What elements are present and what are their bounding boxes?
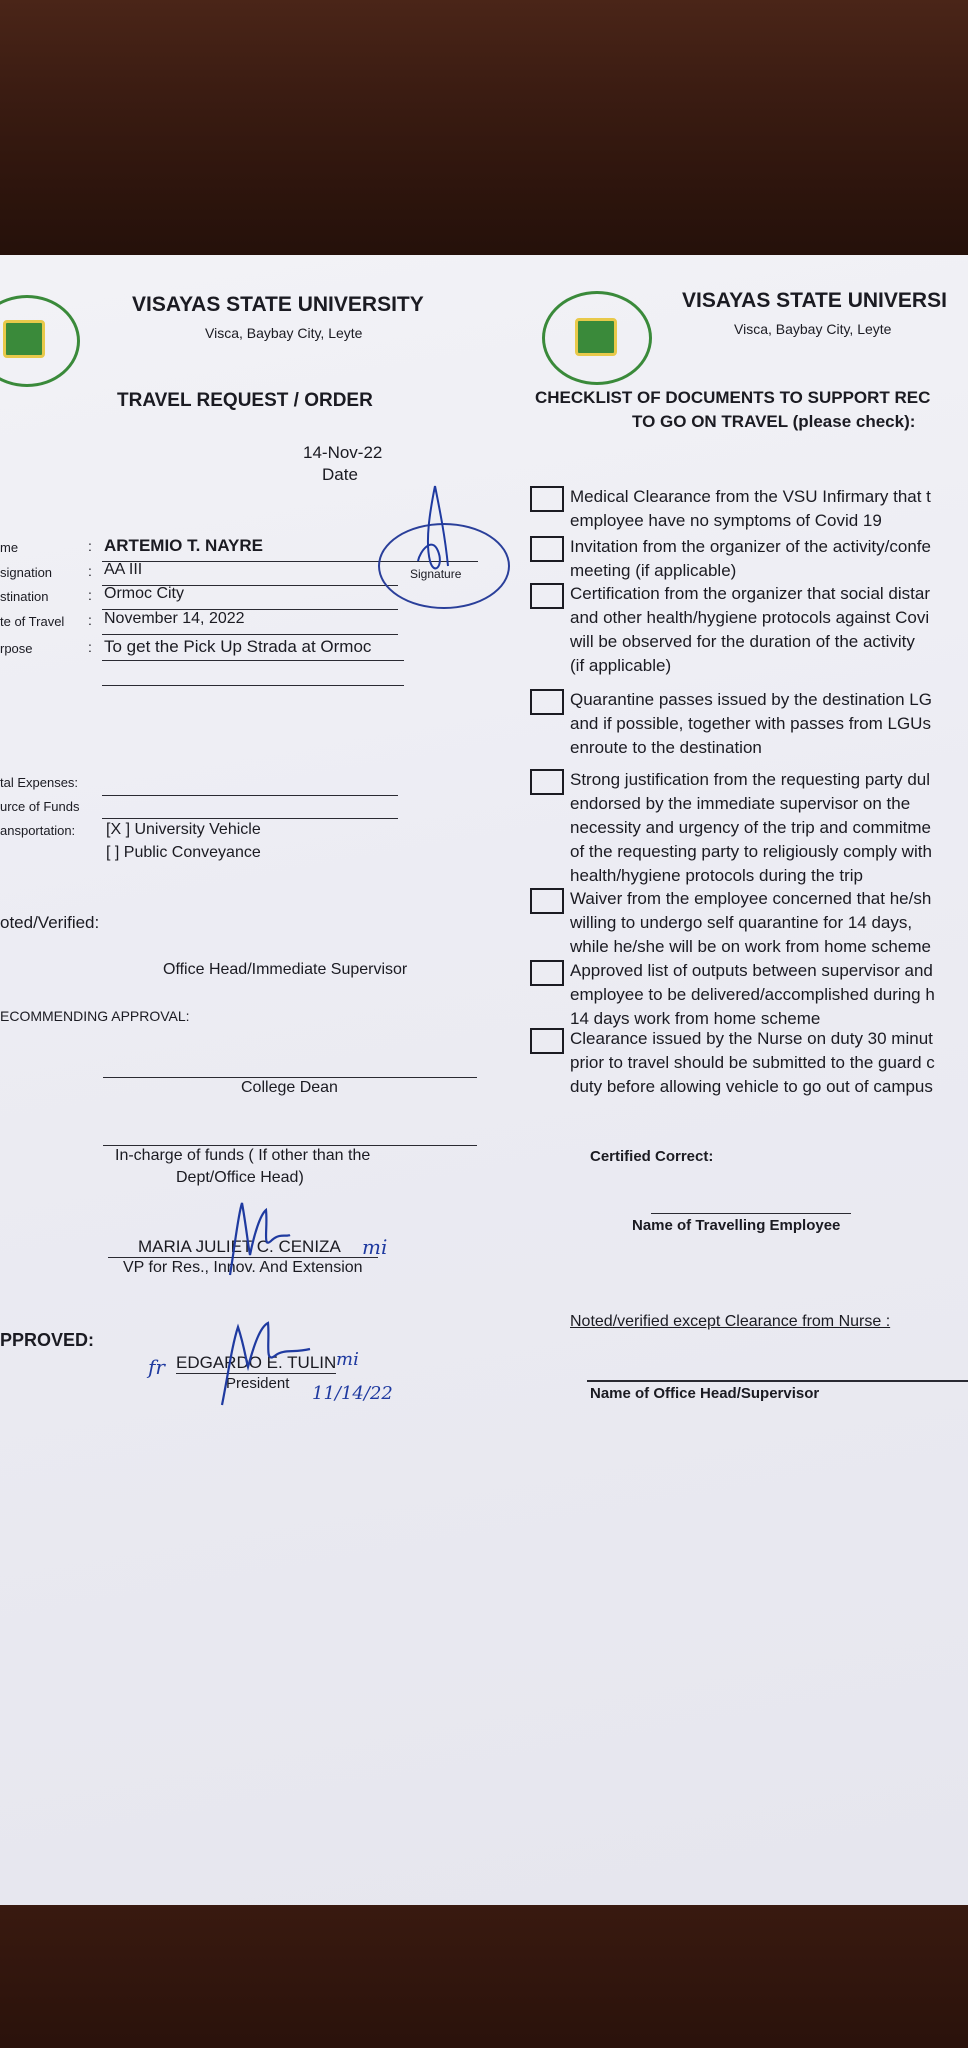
checklist-item-text: (if applicable) [570, 656, 672, 675]
checklist-item-text: enroute to the destination [570, 738, 762, 757]
checklist-item-text: meeting (if applicable) [570, 561, 737, 580]
office-head-label: Office Head/Immediate Supervisor [163, 961, 408, 978]
checklist-checkbox[interactable] [530, 888, 564, 914]
document-sheet [0, 255, 968, 1905]
checklist-item-text: duty before allowing vehicle to go out of campus [570, 1077, 933, 1096]
signature-label: Signature [410, 567, 462, 581]
checklist-item-text: will be observed for the duration of the activity [570, 632, 915, 651]
handwritten-signature-president [210, 1305, 320, 1415]
field-label-destination: stination [0, 589, 49, 604]
checklist-item-text: necessity and urgency of the trip and commitme [570, 818, 931, 837]
total-expenses-label: tal Expenses: [0, 775, 79, 790]
checklist-item-text: Certification from the organizer that social distar [570, 584, 930, 603]
wooden-table-top [0, 0, 968, 262]
checklist-checkbox[interactable] [530, 536, 564, 562]
underline [102, 634, 398, 635]
checklist-checkbox[interactable] [530, 960, 564, 986]
checklist-checkbox[interactable] [530, 1028, 564, 1054]
checklist-item-text: Strong justification from the requesting party dul [570, 770, 931, 789]
colon: : [88, 612, 92, 628]
checklist-item-text: health/hygiene protocols during the trip [570, 866, 863, 885]
underline [102, 660, 404, 661]
transport-option-university-vehicle: [X ] University Vehicle [106, 821, 261, 838]
field-value-date-of-travel: November 14, 2022 [104, 610, 245, 627]
field-label-designation: signation [0, 565, 53, 580]
vp-name: MARIA JULIET C. CENIZA [138, 1237, 341, 1256]
president-name: EDGARDO E. TULIN [176, 1353, 337, 1372]
checklist-item-text: employee have no symptoms of Covid 19 [570, 511, 882, 530]
in-charge-funds-line2: Dept/Office Head) [176, 1169, 304, 1186]
recommending-approval-label: ECOMMENDING APPROVAL: [0, 1008, 190, 1024]
checklist-item-text: of the requesting party to religiously comply with [570, 842, 932, 861]
checklist-checkbox[interactable] [530, 486, 564, 512]
colon: : [88, 563, 92, 579]
source-of-funds-label: urce of Funds [0, 799, 80, 814]
signature-line-office-head [587, 1380, 968, 1382]
field-value-purpose: To get the Pick Up Strada at Ormoc [104, 637, 372, 656]
university-seal-right [542, 291, 652, 385]
office-head-supervisor-label: Name of Office Head/Supervisor [590, 1385, 820, 1402]
checklist-item-text: and other health/hygiene protocols against Covi [570, 608, 930, 627]
checklist-item-text: prior to travel should be submitted to the guard c [570, 1053, 935, 1072]
handwritten-signature-vp [210, 1195, 300, 1285]
university-name-right: VISAYAS STATE UNIVERSI [682, 289, 947, 312]
date-value: 14-Nov-22 [303, 443, 383, 462]
checklist-checkbox[interactable] [530, 689, 564, 715]
wooden-table-bottom [0, 1895, 968, 2048]
checklist-item-text: endorsed by the immediate supervisor on the [570, 794, 911, 813]
signature-line-funds [103, 1145, 477, 1146]
travelling-employee-label: Name of Travelling Employee [632, 1217, 841, 1234]
handwritten-initials-president: mi [336, 1349, 359, 1370]
field-value-designation: AA III [104, 561, 143, 578]
checklist-item-text: and if possible, together with passes from LGUs [570, 714, 931, 733]
checklist-item-text: Invitation from the organizer of the activity/confe [570, 537, 931, 556]
checklist-item-text: employee to be delivered/accomplished during h [570, 985, 935, 1004]
checklist-item-text: Approved list of outputs between supervisor and [570, 961, 933, 980]
president-title: President [226, 1375, 290, 1392]
signature-line-employee [651, 1213, 851, 1214]
underline [102, 818, 398, 819]
checklist-item-text: 14 days work from home scheme [570, 1009, 821, 1028]
noted-except-nurse-label: Noted/verified except Clearance from Nurse : [570, 1313, 891, 1330]
college-dean-label: College Dean [241, 1079, 338, 1096]
transport-option-public-conveyance: [ ] Public Conveyance [106, 844, 261, 861]
vp-title: VP for Res., Innov. And Extension [123, 1259, 363, 1276]
checklist-item-text: Medical Clearance from the VSU Infirmary that t [570, 487, 931, 506]
checklist-item-text: while he/she will be on work from home scheme [570, 937, 931, 956]
checklist-checkbox[interactable] [530, 583, 564, 609]
transportation-label: ansportation: [0, 823, 76, 838]
checklist-item-text: Clearance issued by the Nurse on duty 30 minut [570, 1029, 933, 1048]
handwritten-signature-applicant [400, 481, 470, 591]
seal-inner [575, 318, 617, 356]
field-value-name: ARTEMIO T. NAYRE [104, 536, 264, 555]
handwritten-prefix: fr [148, 1355, 165, 1379]
address-right: Visca, Baybay City, Leyte [734, 321, 892, 337]
form-title: TRAVEL REQUEST / ORDER [117, 390, 373, 411]
certified-correct-label: Certified Correct: [590, 1148, 714, 1165]
approved-label: PPROVED: [0, 1330, 95, 1350]
colon: : [88, 587, 92, 603]
field-label-purpose: rpose [0, 641, 33, 656]
date-label: Date [322, 465, 358, 484]
university-name-left: VISAYAS STATE UNIVERSITY [132, 293, 424, 316]
in-charge-funds-line1: In-charge of funds ( If other than the [115, 1147, 371, 1164]
noted-verified-label: oted/Verified: [0, 913, 100, 932]
checklist-item-text: Waiver from the employee concerned that he/sh [570, 889, 932, 908]
handwritten-initials-vp: mi [362, 1235, 388, 1259]
checklist-item-text: willing to undergo self quarantine for 14 days, [570, 913, 913, 932]
underline [102, 795, 398, 796]
underline [102, 685, 404, 686]
handwritten-approval-date: 11/14/22 [312, 1383, 393, 1404]
university-seal-left [0, 295, 80, 387]
signature-line-dean [103, 1077, 477, 1078]
field-label-name: me [0, 540, 19, 555]
checklist-title-line2: TO GO ON TRAVEL (please check): [632, 412, 916, 431]
checklist-item-text: Quarantine passes issued by the destination LG [570, 690, 932, 709]
checklist-title-line1: CHECKLIST OF DOCUMENTS TO SUPPORT REC [535, 388, 931, 407]
field-value-destination: Ormoc City [104, 585, 184, 602]
address-left: Visca, Baybay City, Leyte [205, 325, 363, 341]
colon: : [88, 639, 92, 655]
seal-inner [3, 320, 45, 358]
checklist-checkbox[interactable] [530, 769, 564, 795]
colon: : [88, 538, 92, 554]
field-label-date-of-travel: te of Travel [0, 614, 65, 629]
